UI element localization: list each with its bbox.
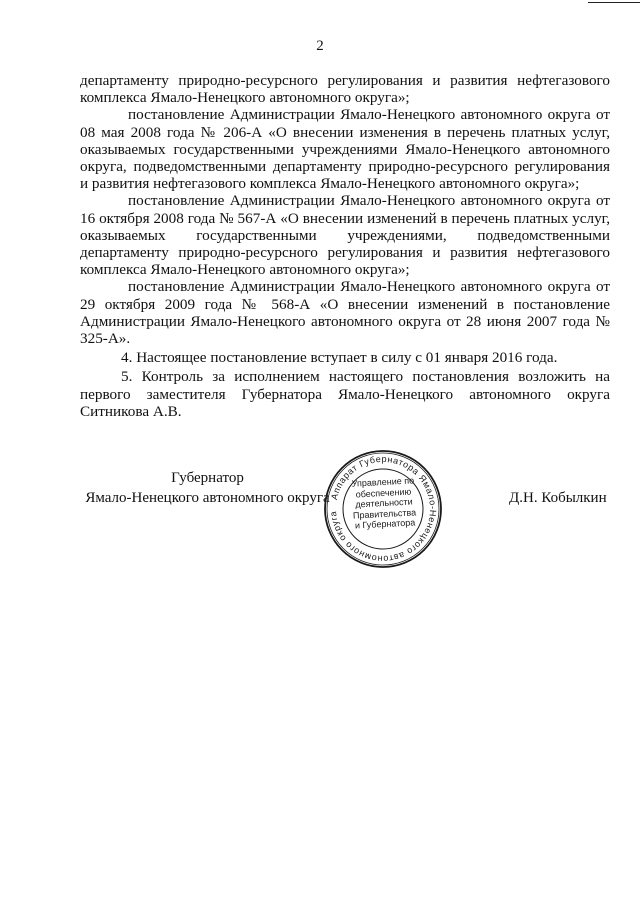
signatory-name: Д.Н. Кобылкин — [509, 490, 607, 506]
seal-ring-text: Аппарат Губернатора Ямало-Ненецкого автономного округа — [327, 453, 439, 565]
seal-center-text — [343, 475, 426, 532]
signatory-title-line-2: Ямало-Ненецкого автономного округа — [85, 490, 330, 506]
seal-line: Управление по — [351, 475, 415, 489]
seal-line: деятельности — [355, 496, 413, 510]
signature-block — [0, 448, 640, 568]
paragraph-decree-567a: постановление Администрации Ямало-Ненецкого автономного округа от 16 октября 2008 года № 567-А «О внесении изменений в перечень платных услуг, оказываемых государственными учреждениями, подведомственными департаменту природно-ресурсного регулирования и развития нефтегазового комплекса Ямало-Ненецкого автономного округа»; — [80, 192, 610, 279]
corner-line — [588, 2, 640, 3]
paragraph-decree-568a: постановление Администрации Ямало-Ненецкого автономного округа от 29 октября 2009 года № 568-А «О внесении изменений в постановление Администрации Ямало-Ненецкого автономного округа от 28 июня 2007 года № 325-А». — [80, 278, 610, 348]
seal-line: Правительства — [352, 506, 417, 521]
paragraph-item-4: 4. Настоящее постановление вступает в силу с 01 января 2016 года. — [121, 349, 558, 367]
document-body — [80, 72, 610, 420]
seal-line: обеспечению — [355, 486, 412, 499]
signatory-title-line-1: Губернатор — [171, 470, 244, 486]
page-number: 2 — [316, 38, 324, 54]
seal-line: и Губернатора — [354, 517, 416, 531]
official-seal — [322, 448, 444, 570]
paragraph-continuation: департаменту природно-ресурсного регулирования и развития нефтегазового комплекса Ямало-Ненецкого автономного округа»; — [80, 72, 610, 107]
paragraph-item-5: 5. Контроль за исполнением настоящего постановления возложить на первого заместителя Губернатора Ямало-Ненецкого автономного округа Ситникова А.В. — [80, 368, 610, 420]
paragraph-decree-206a: постановление Администрации Ямало-Ненецкого автономного округа от 08 мая 2008 года № 206-А «О внесении изменения в перечень платных услуг, оказываемых государственными учреждениями Ямало-Ненецкого автономного округа, подведомственными департаменту природно-ресурсного регулирования и развития нефтегазового комплекса Ямало-Ненецкого автономного округа»; — [80, 106, 610, 193]
signatory-title — [80, 448, 335, 507]
